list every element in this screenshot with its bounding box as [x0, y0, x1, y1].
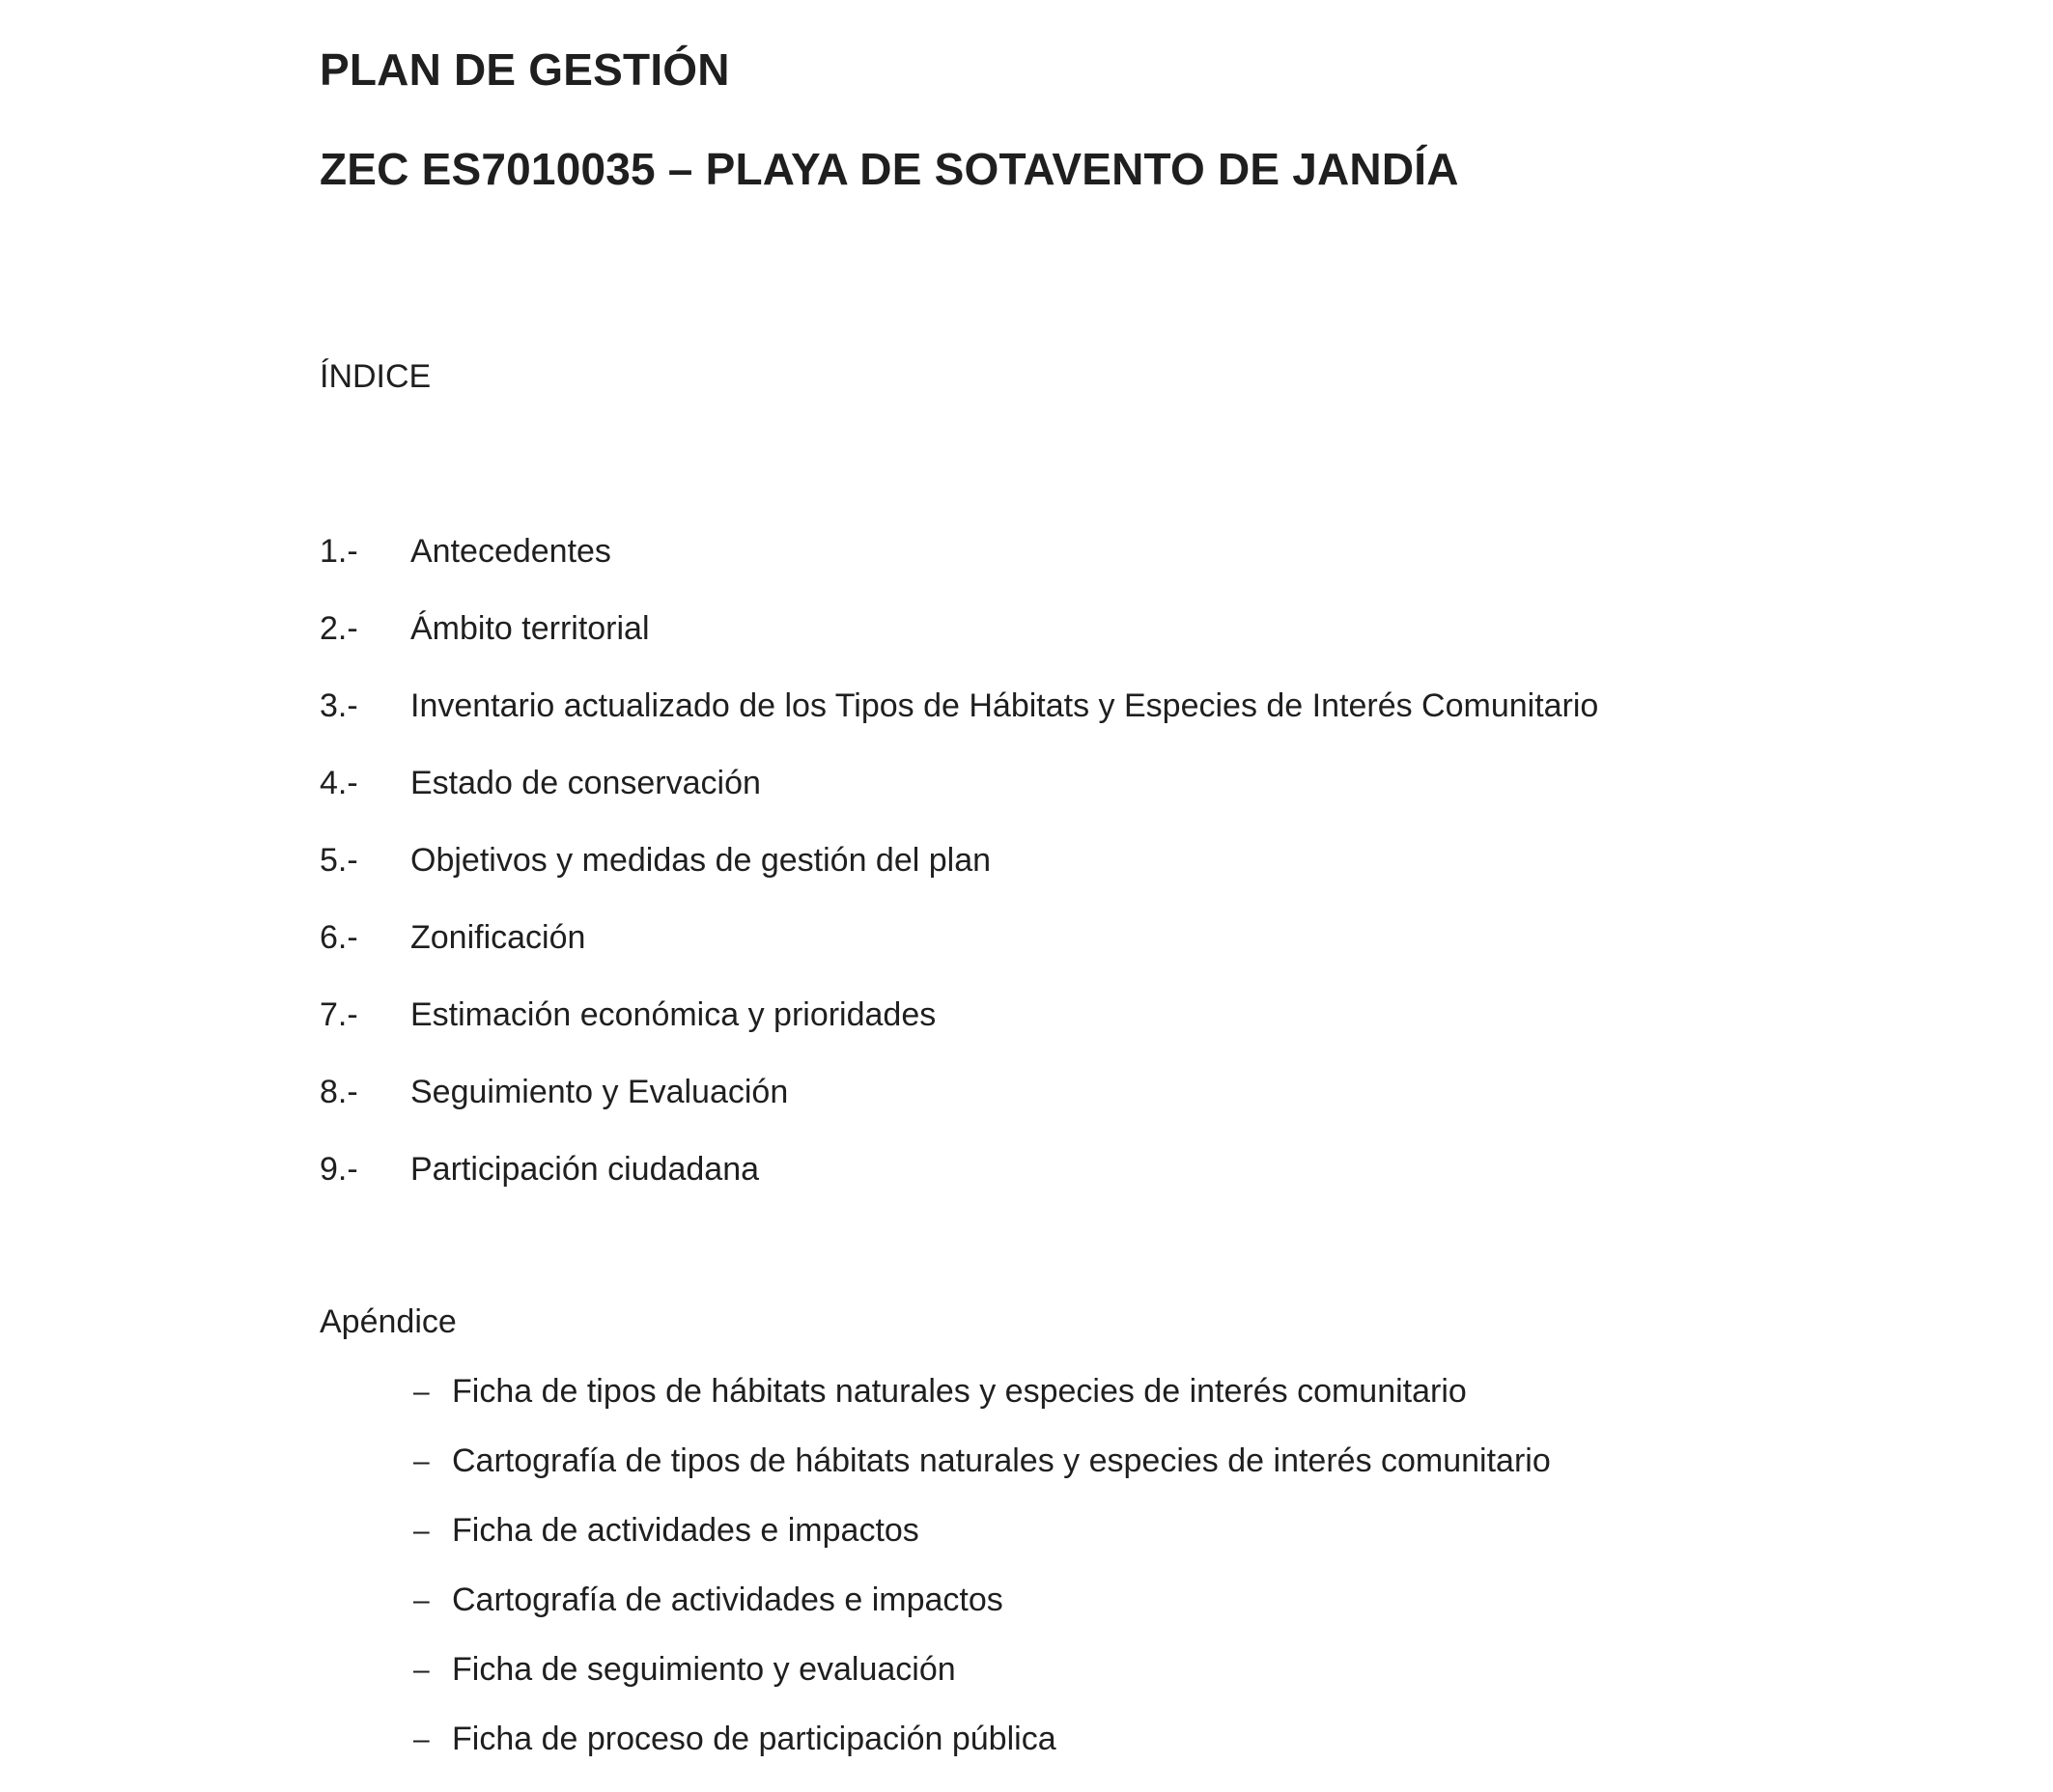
dash-bullet-icon: –	[413, 1584, 430, 1616]
toc-number: 4.-	[320, 765, 358, 801]
appendix-item	[413, 1375, 1551, 1444]
toc-text: Zonificación	[410, 919, 586, 956]
toc-item	[320, 998, 1598, 1076]
appendix-item	[413, 1583, 1551, 1653]
toc-item	[320, 844, 1598, 921]
toc-text: Objetivos y medidas de gestión del plan	[410, 842, 992, 879]
toc-number: 1.-	[320, 533, 358, 570]
table-of-contents	[320, 535, 1598, 1230]
document-subtitle: ZEC ES7010035 – PLAYA DE SOTAVENTO DE JANDÍA	[320, 144, 1459, 194]
document-title: PLAN DE GESTIÓN	[320, 44, 730, 95]
toc-text: Seguimiento y Evaluación	[410, 1074, 789, 1110]
appendix-item	[413, 1722, 1551, 1792]
dash-bullet-icon: –	[413, 1515, 430, 1547]
toc-text: Ámbito territorial	[410, 610, 650, 647]
dash-bullet-icon: –	[413, 1376, 430, 1408]
toc-number: 3.-	[320, 687, 358, 724]
toc-number: 6.-	[320, 919, 358, 956]
appendix-item	[413, 1514, 1551, 1583]
toc-number: 2.-	[320, 610, 358, 647]
appendix-item-text: Ficha de proceso de participación pública	[452, 1721, 1056, 1757]
toc-item	[320, 767, 1598, 844]
toc-text: Antecedentes	[410, 533, 611, 570]
toc-item	[320, 1153, 1598, 1230]
appendix-heading: Apéndice	[320, 1303, 457, 1340]
appendix-item	[413, 1653, 1551, 1722]
index-heading: ÍNDICE	[320, 358, 432, 395]
toc-number: 8.-	[320, 1074, 358, 1110]
dash-bullet-icon: –	[413, 1445, 430, 1477]
toc-text: Participación ciudadana	[410, 1151, 760, 1188]
toc-item	[320, 921, 1598, 998]
toc-item	[320, 612, 1598, 689]
toc-text: Inventario actualizado de los Tipos de Hábitats y Especies de Interés Comunitario	[410, 687, 1599, 724]
appendix-list	[413, 1375, 1551, 1792]
appendix-item-text: Ficha de seguimiento y evaluación	[452, 1651, 956, 1688]
appendix-item	[413, 1444, 1551, 1514]
dash-bullet-icon: –	[413, 1654, 430, 1686]
appendix-item-text: Cartografía de tipos de hábitats naturales y especies de interés comunitario	[452, 1442, 1551, 1479]
toc-text: Estimación económica y prioridades	[410, 996, 937, 1033]
toc-number: 5.-	[320, 842, 358, 879]
appendix-item-text: Ficha de tipos de hábitats naturales y especies de interés comunitario	[452, 1373, 1467, 1410]
toc-item	[320, 535, 1598, 612]
toc-text: Estado de conservación	[410, 765, 761, 801]
toc-number: 9.-	[320, 1151, 358, 1188]
dash-bullet-icon: –	[413, 1723, 430, 1755]
toc-item	[320, 689, 1598, 767]
toc-number: 7.-	[320, 996, 358, 1033]
appendix-item-text: Ficha de actividades e impactos	[452, 1512, 919, 1549]
toc-item	[320, 1076, 1598, 1153]
appendix-item-text: Cartografía de actividades e impactos	[452, 1582, 1003, 1618]
